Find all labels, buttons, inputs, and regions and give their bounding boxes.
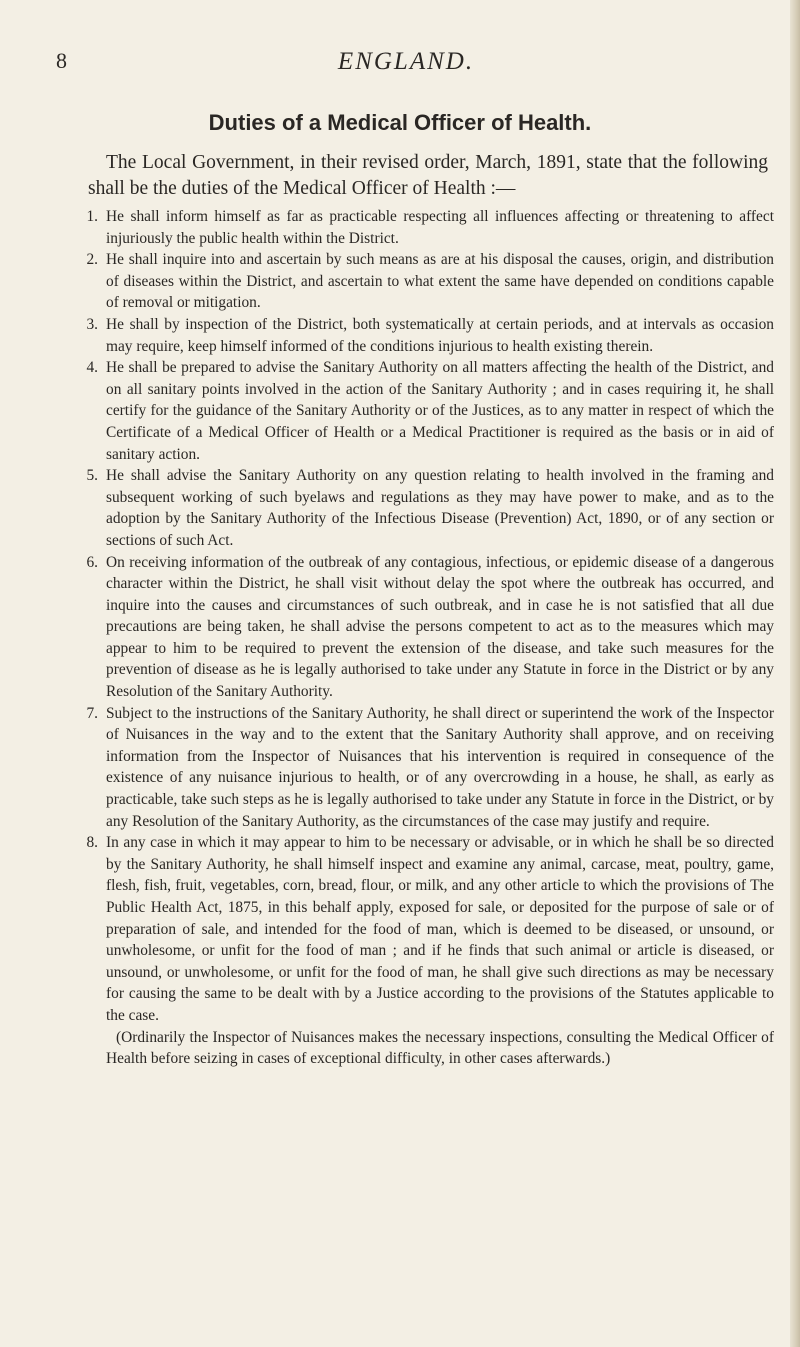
duty-item-6 — [68, 552, 774, 703]
duty-text: In any case in which it may appear to him to be necessary or advisable, or in which he shall be so directed by the Sanitary Authority, he shall himself inspect and examine any animal, carcase, meat, poultry, game, flesh, fish, fruit, vegetables, corn, bread, flour, or milk, and any other article to which the provisions of The Public Health Act, 1875, in this behalf apply, exposed for sale, or deposited for the purpose of sale or of preparation of sale, and intended for the food of man, which is deemed to be diseased, or unsound, or unwholesome, or unfit for the food of man ; and if he finds that such animal or article is diseased, or unsound, or unwholesome, or unfit for the food of man, he shall give such directions as may be necessary for causing the same to be dealt with by a Justice according to the provisions of the Statutes applicable to the case. — [106, 834, 774, 1024]
page-edge-shadow — [790, 0, 800, 1347]
duties-list — [68, 206, 774, 1070]
duty-note: (Ordinarily the Inspector of Nuisances makes the necessary inspections, consulting the Medical Officer of Health before seizing in cases of exceptional difficulty, in other cases afterwards.) — [106, 1028, 774, 1068]
page-number: 8 — [56, 48, 67, 73]
duty-text: He shall by inspection of the District, both systematically at certain periods, and at intervals as occasion may require, keep himself informed of the conditions injurious to health existing therein. — [106, 315, 774, 355]
duty-number: 6. — [86, 553, 98, 571]
duty-item-4 — [68, 357, 774, 465]
duty-number: 2. — [86, 251, 98, 269]
duty-number: 4. — [86, 359, 98, 377]
running-head — [56, 48, 756, 82]
duty-item-8 — [68, 832, 774, 1026]
duty-text: He shall inform himself as far as practicable respecting all influences affecting or threatening to affect injuriously the public health within the District. — [106, 208, 774, 247]
section-heading: Duties of a Medical Officer of Health. — [208, 110, 592, 135]
duty-number: 5. — [86, 467, 98, 485]
duty-text: He shall advise the Sanitary Authority on any question relating to health involved in the framing and subsequent working of such byelaws and regulations as they may have power to make, and as to the adoption by the Sanitary Authority of the Infectious Disease (Prevention) Act, 1890, or of any section or sections of such Act. — [106, 467, 774, 549]
duty-item-1 — [68, 206, 774, 249]
running-title: ENGLAND. — [337, 48, 475, 75]
duty-text: He shall be prepared to advise the Sanitary Authority on all matters affecting the health of the District, and on all sanitary points involved in the action of the Sanitary Authority ; and in cases requiring it, he shall certify for the guidance of the Sanitary Authority or of the Justices, as to any matter in respect of which the Certificate of a Medical Officer of Health or a Medical Practitioner is required as the basis or in aid of sanitary action. — [106, 359, 774, 463]
duty-text: He shall inquire into and ascertain by such means as are at his disposal the causes, origin, and distribution of diseases within the District, and ascertain to what extent the same have depended on conditions capable of removal or mitigation. — [106, 251, 774, 312]
duty-item-3 — [68, 314, 774, 357]
duty-text: Subject to the instructions of the Sanitary Authority, he shall direct or superintend the work of the Inspector of Nuisances in the way and to the extent that the Sanitary Authority shall approve, and on receiving information from the Inspector of Nuisances that his intervention is required in consequence of the existence of any nuisance injurious to health, or of any overcrowding in a house, he shall, as early as practicable, take such steps as he is legally authorised to take under any Statute in force in the District, or by any Resolution of the Sanitary Authority, as the circumstances of the case may justify and require. — [106, 704, 774, 830]
intro-paragraph: The Local Government, in their revised order, March, 1891, state that the following shall be the duties of the Medical Officer of Health :— — [88, 152, 768, 199]
duty-item-5 — [68, 465, 774, 551]
duty-number: 3. — [86, 315, 98, 333]
duty-number: 1. — [86, 208, 98, 225]
duty-item-7 — [68, 703, 774, 833]
duty-text: On receiving information of the outbreak of any contagious, infectious, or epidemic disease of a dangerous character within the District, he shall visit without delay the spot where the outbreak has occurred, and inquire into the causes and circumstances of such outbreak, and in case he is not satisfied that all due precautions are being taken, he shall advise the persons competent to act as to the measures which may appear to him to be required to prevent the extension of the disease, and take such measures for the prevention of disease as he is legally authorised to take under any Statute in force in the District or by any Resolution of the Sanitary Authority. — [106, 553, 774, 701]
duty-item-2 — [68, 249, 774, 314]
duty-number: 8. — [86, 834, 98, 852]
duty-number: 7. — [86, 704, 98, 722]
duty-note-item — [68, 1027, 774, 1070]
